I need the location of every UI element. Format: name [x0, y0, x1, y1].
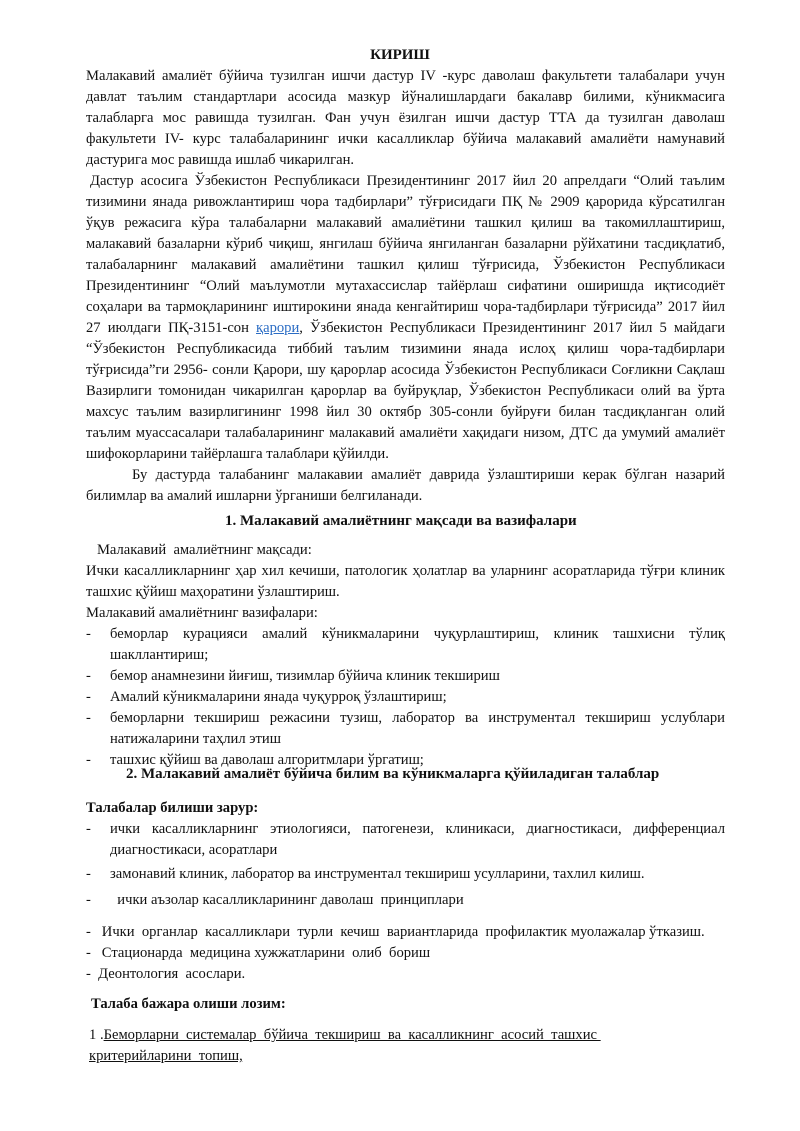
section-2-heading: 2. Малакавий амалиёт бўйича билим ва кўникмаларга қўйиладиган талаблар — [126, 766, 660, 782]
intro-paragraph-2-start: Дастур асосига Ўзбекистон Республикаси Президентининг 2017 йил 20 апрелдаги “Олий таълим тизимини янада ривожлантириш чора тадбирлари” тўғрисидаги ПҚ № 2909 қарорида кўрсатилган ўқув режасига кўра талабаларни малакавий амалиётини ташкил қилиш ва такомиллаштириш, малакавий базаларни кўриб чиқиш, янгилаш бўйича янгиланган базаларни рўйхатини тасдиқлатиб, талабаларнинг малакавий амалиётини ташкил қилиш тўғрисида, Ўзбекистон Республикаси Президентининг “Олий маълумотли мутахассислар тайёрлаш сифатини оширишда иқтисодиёт соҳалари ва тармоқларининг иштирокини янада кенгайтириш чора-тадбирлари тўғрисида” 2017 йил 27 июлдаги ПҚ-3151-сон — [86, 173, 725, 336]
knowledge-item: - замонавий клиник, лаборатор ва инструментал текшириш усулларини, тахлил килиш. — [86, 864, 725, 885]
task-item: - бемор анамнезини йиғиш, тизимлар бўйича клиник текшириш — [86, 666, 725, 687]
page-title: КИРИШ — [370, 47, 430, 63]
section-1-heading: 1. Малакавий амалиётнинг мақсади ва вазифалари — [225, 513, 577, 529]
must-item-number: 1 . — [89, 1027, 104, 1043]
decree-link[interactable]: қарори — [256, 320, 300, 336]
extra-item: - Стационарда медицина хужжатларини олиб бориш — [86, 945, 431, 961]
knowledge-item-text: ички касалликларнинг этиологияси, патогенези, клиникаси, диагностикаси, дифференциал диагностикаси, асоратлари — [110, 821, 725, 858]
task-item: - беморларни текшириш режасини тузиш, лаборатор ва инструментал текшириш услублари натижаларини таҳлил этиш — [86, 708, 725, 750]
goal-label: Малакавий амалиётнинг мақсади: — [86, 542, 312, 558]
knowledge-item: - ички касалликларнинг этиологияси, патогенези, клиникаси, диагностикаси, дифференциал диагностикаси, асоратлари — [86, 819, 725, 861]
knowledge-item: - ички аъзолар касалликларининг даволаш принциплари — [86, 890, 725, 911]
section-1-body — [86, 540, 725, 771]
intro-text — [86, 66, 725, 507]
intro-paragraph-2-end: , Ўзбекистон Республикаси Президентининг 2017 йил 5 майдаги “Ўзбекистон Республикасида тиббий таълим тизимини янада ислоҳ қилиш чора-тадбирлари тўғрисида”ги 2956- сонли Қарори, шу қарорлар асосида Ўзбекистон Республикаси Соғликни Сақлаш Вазирлиги томонидан чикарилган қарорлар ва буйруқлар, Ўзбекистон Республикаси олий ва ўрта махсус таълим вазирлигининг 1998 йил 30 октябр 305-сонли буйруғи билан тасдиқланган олий таълим муассасалари талабаларининг малакавий амалиёти хақидаги низом, ДТС да умумий амалиёт шифокорларини тайёрлашга талаблари қўйилди. — [86, 320, 726, 462]
know-label: Талабалар билиши зарур: — [86, 800, 259, 816]
task-item-text: беморларни текшириш режасини тузиш, лаборатор ва инструментал текшириш услублари натижаларини таҳлил этиш — [110, 710, 725, 747]
task-item: - ташхис қўйиш ва даволаш алгоритмлари ўргатиш; — [86, 750, 725, 771]
intro-paragraph-2 — [86, 171, 725, 465]
must-item-text: Беморларни системалар бўйича текшириш ва касалликнинг асосий ташхис критерийларини топиш, — [89, 1027, 601, 1064]
task-item-text: ташхис қўйиш ва даволаш алгоритмлари ўргатиш; — [110, 752, 424, 768]
extra-item: - Деонтология асослари. — [86, 966, 246, 982]
task-item: - беморлар курацияси амалий кўникмаларини чуқурлаштириш, клиник ташхисни тўлиқ шакллантириш; — [86, 624, 725, 666]
task-item-text: беморлар курацияси амалий кўникмаларини чуқурлаштириш, клиник ташхисни тўлиқ шакллантириш; — [110, 626, 725, 663]
task-item: - Амалий кўникмаларини янада чуқурроқ ўзлаштириш; — [86, 687, 725, 708]
intro-paragraph-3: Бу дастурда талабанинг малакавии амалиёт даврида ўзлаштириши керак бўлган назарий билимлар ва амалий ишларни ўрганиши белгиланади. — [86, 467, 725, 504]
section-2-body — [86, 798, 725, 1067]
task-item-text: бемор анамнезини йиғиш, тизимлар бўйича клиник текшириш — [110, 668, 500, 684]
must-label: Талаба бажара олиши лозим: — [91, 996, 286, 1012]
goal-text: Ички касалликларнинг ҳар хил кечиши, патологик ҳолатлар ва уларнинг асоратларида тўғри клиник ташхис қўйиш маҳоратини ўзлаштириш. — [86, 563, 725, 600]
knowledge-item-text: ички аъзолар касалликларининг даволаш принциплари — [110, 892, 464, 908]
intro-paragraph-1: Малакавий амалиёт бўйича тузилган ишчи дастур IV -курс даволаш факультети талабалари учун давлат таълим стандартлари асосида мазкур йўналишлардаги бакалавр билими, кўникмасига талабларга мос равишда тузилган. Фан учун ёзилган ишчи дастур ТТА да тузилган даволаш факультети IV- курс талабаларининг ички касалликлар бўйича малакавий амалиёти намунавий дастурига мос равишда ишлаб чикарилган. — [86, 68, 725, 168]
must-item — [86, 1025, 649, 1067]
task-item-text: Амалий кўникмаларини янада чуқурроқ ўзлаштириш; — [110, 689, 447, 705]
knowledge-item-text: замонавий клиник, лаборатор ва инструментал текшириш усулларини, тахлил килиш. — [110, 866, 645, 882]
tasks-label: Малакавий амалиётнинг вазифалари: — [86, 605, 318, 621]
extra-item: - Ички органлар касалликлари турли кечиш вариантларида профилактик муолажалар ўтказиш. — [86, 924, 705, 940]
